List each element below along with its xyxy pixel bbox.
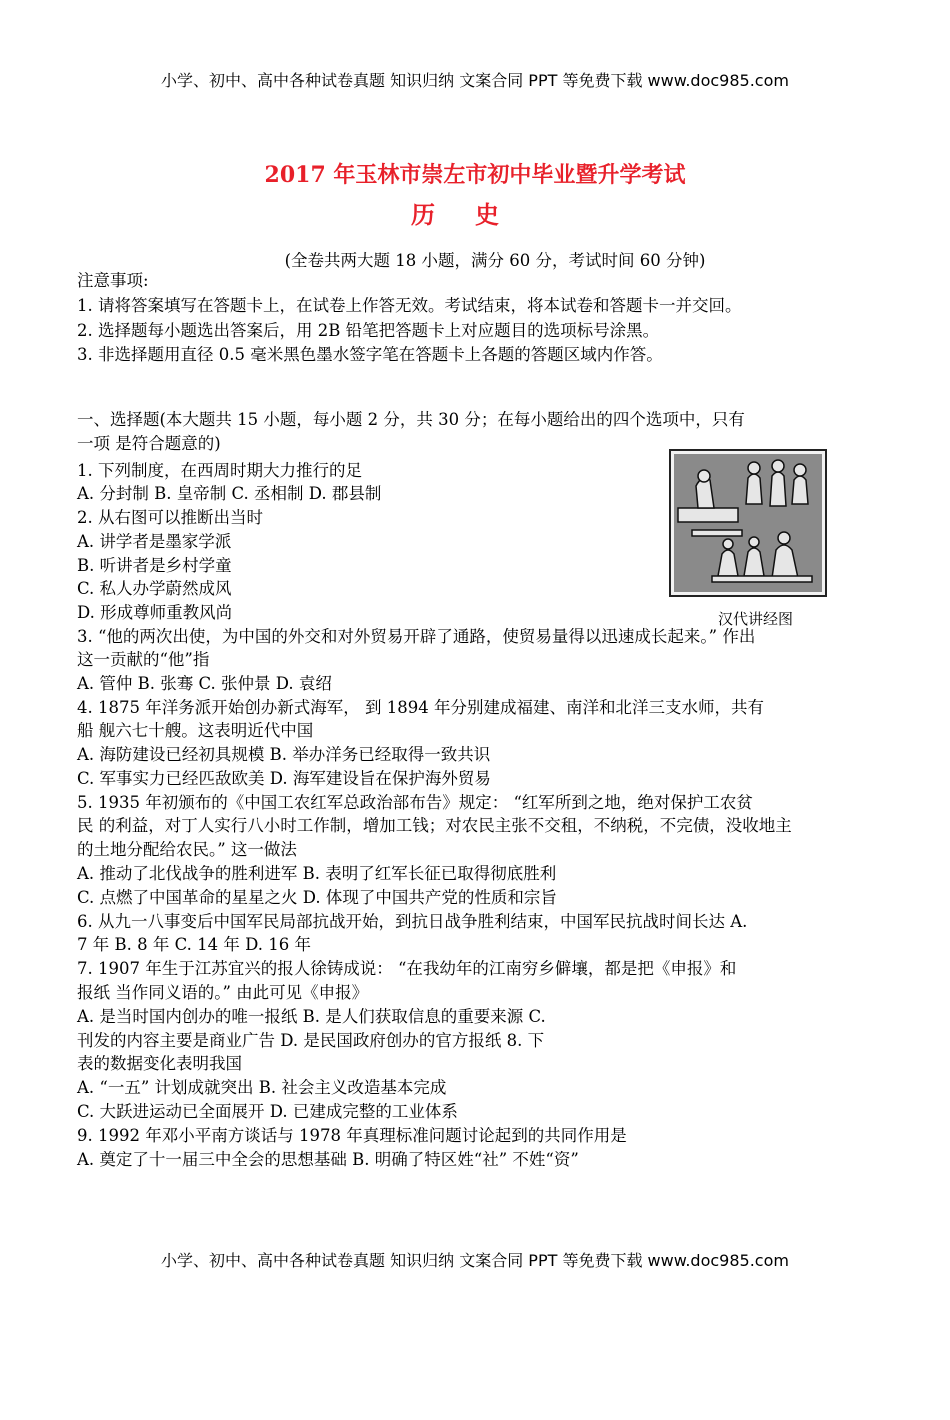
question-line: B. 听讲者是乡村学童	[77, 556, 232, 575]
exam-subject: 历史	[411, 200, 539, 229]
question-line: 1. 下列制度，在西周时期大力推行的足	[77, 461, 362, 480]
question-line: A. 海防建设已经初具规模 B. 举办洋务已经取得一致共识	[77, 745, 491, 764]
question-line: C. 大跃进运动已全面展开 D. 已建成完整的工业体系	[77, 1102, 458, 1121]
han-dynasty-lecture-illustration	[668, 448, 828, 598]
question-line: 表的数据变化表明我国	[77, 1054, 242, 1073]
question-line: 刊发的内容主要是商业广告 D. 是民国政府创办的官方报纸 8. 下	[77, 1031, 545, 1050]
question-line: C. 点燃了中国革命的星星之火 D. 体现了中国共产党的性质和宗旨	[77, 888, 557, 907]
question-line: 3. “他的两次出使，为中国的外交和对外贸易开辟了通路，使贸易量得以迅速成长起来。” 作出	[77, 627, 756, 646]
question-line: A. 奠定了十一届三中全会的思想基础 B. 明确了特区姓“社” 不姓“资”	[77, 1150, 579, 1169]
question-line: 4. 1875 年洋务派开始创办新式海军， 到 1894 年分别建成福建、南洋和北洋三支水师，共有	[77, 698, 764, 717]
question-line: A. 讲学者是墨家学派	[77, 532, 232, 551]
exam-title: 2017 年玉林市崇左市初中毕业暨升学考试	[264, 162, 686, 188]
question-line: A. 推动了北伐战争的胜利进军 B. 表明了红军长征已取得彻底胜利	[77, 864, 557, 883]
question-line: 报纸 当作同义语的。” 由此可见《申报》	[77, 983, 369, 1002]
question-line: 的土地分配给农民。” 这一做法	[77, 840, 297, 859]
question-line: 民 的利益，对丁人实行八小时工作制，增加工钱；对农民主张不交租，不纳税，不完债，没收地主	[77, 816, 792, 835]
page-header: 小学、初中、高中各种试卷真题 知识归纳 文案合同 PPT 等免费下载 www.doc985.com	[161, 71, 789, 90]
section-heading: 一、选择题(本大题共 15 小题，每小题 2 分，共 30 分；在每小题给出的四个选项中，只有	[77, 410, 745, 429]
question-line: 船 舰六七十艘。这表明近代中国	[77, 721, 314, 740]
notice-item: 3. 非选择题用直径 0.5 毫米黑色墨水签字笔在答题卡上各题的答题区域内作答。	[77, 345, 663, 364]
question-line: A. 是当时国内创办的唯一报纸 B. 是人们获取信息的重要来源 C.	[77, 1007, 546, 1026]
question-line: 6. 从九一八事变后中国军民局部抗战开始，到抗日战争胜利结束，中国军民抗战时间长达 A.	[77, 912, 748, 931]
question-line: C. 军事实力已经匹敌欧美 D. 海军建设旨在保护海外贸易	[77, 769, 491, 788]
question-line: 7. 1907 年生于江苏宜兴的报人徐铸成说： “在我幼年的江南穷乡僻壤，都是把《申报》和	[77, 959, 737, 978]
figure-caption: 汉代讲经图	[718, 610, 794, 628]
question-line: 这一贡献的“他”指	[77, 650, 210, 669]
question-line: 5. 1935 年初颁布的《中国工农红军总政治部布告》规定： “红军所到之地，绝对保护工农贫	[77, 793, 753, 812]
question-line: 9. 1992 年邓小平南方谈话与 1978 年真理标准问题讨论起到的共同作用是	[77, 1126, 627, 1145]
question-line: 2. 从右图可以推断出当时	[77, 508, 263, 527]
page-footer: 小学、初中、高中各种试卷真题 知识归纳 文案合同 PPT 等免费下载 www.doc985.com	[161, 1251, 789, 1270]
notice-label: 注意事项:	[77, 271, 149, 290]
question-line: C. 私人办学蔚然成风	[77, 579, 232, 598]
section-heading: 一项 是符合题意的)	[77, 434, 221, 453]
exam-info: (全卷共两大题 18 小题，满分 60 分，考试时间 60 分钟)	[284, 251, 706, 270]
notice-item: 2. 选择题每小题选出答案后，用 2B 铅笔把答题卡上对应题目的选项标号涂黑。	[77, 321, 660, 340]
question-line: A. 分封制 B. 皇帝制 C. 丞相制 D. 郡县制	[77, 484, 382, 503]
question-line: D. 形成尊师重教风尚	[77, 603, 233, 622]
notice-item: 1. 请将答案填写在答题卡上，在试卷上作答无效。考试结束，将本试卷和答题卡一并交回。	[77, 296, 742, 315]
question-line: A. 管仲 B. 张骞 C. 张仲景 D. 袁绍	[77, 674, 332, 693]
question-line: 7 年 B. 8 年 C. 14 年 D. 16 年	[77, 935, 311, 954]
question-line: A. “一五” 计划成就突出 B. 社会主义改造基本完成	[77, 1078, 447, 1097]
